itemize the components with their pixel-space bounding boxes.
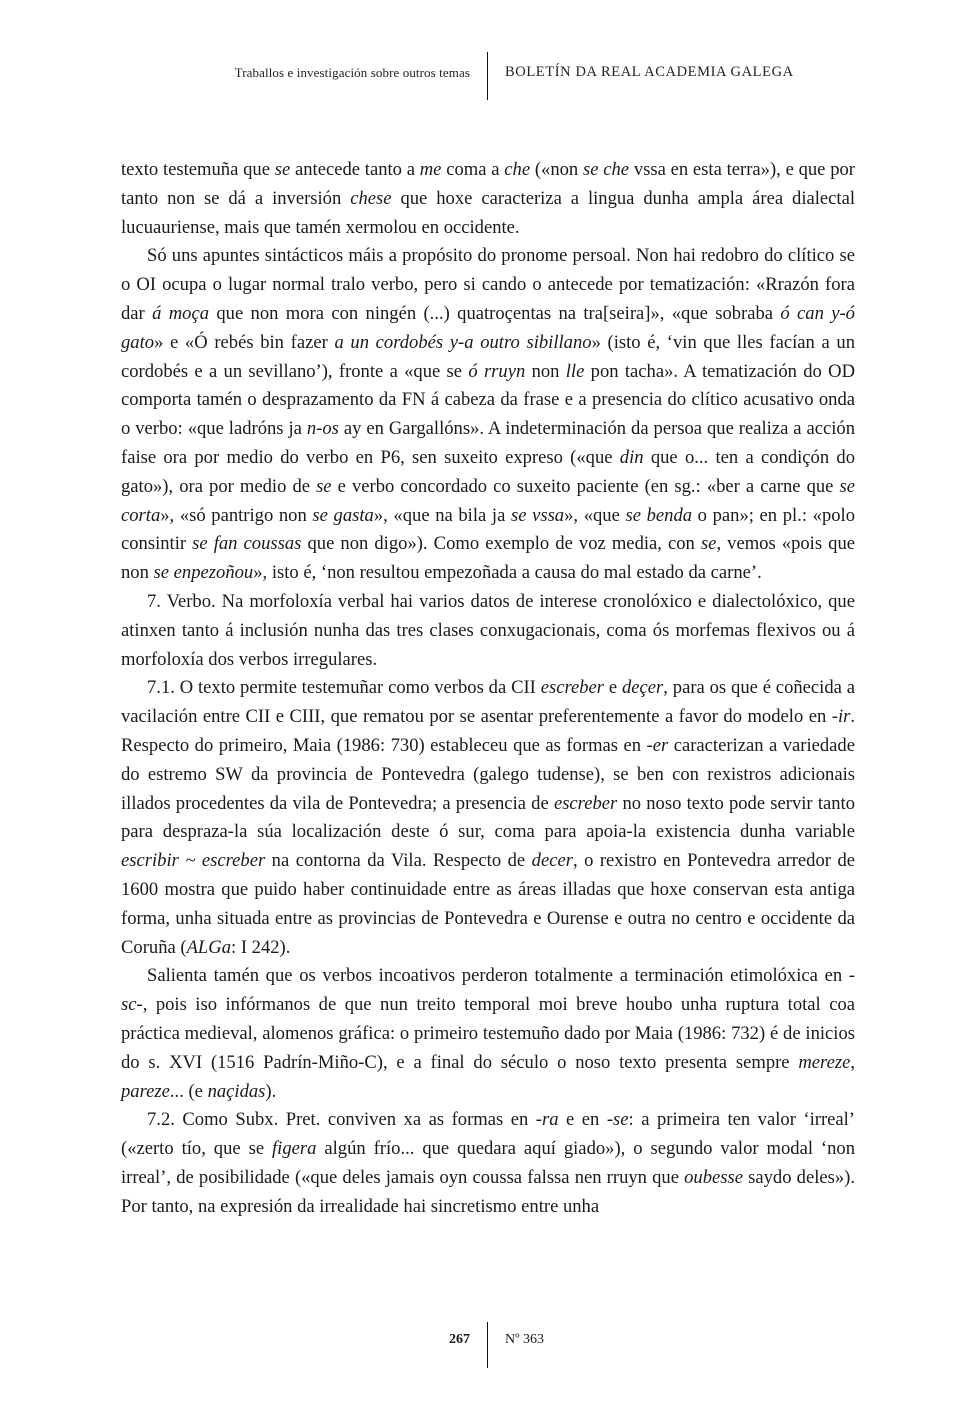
- text-run: », «só pantrigo non: [160, 504, 313, 526]
- italic-text: -ir: [831, 706, 851, 728]
- text-run: caracterizan a variedade do estremo SW da provincia de Pontevedra (galego tudense), se ben con rexistros adicionais illados procedentes da vila de Pontevedra; a presencia de: [121, 734, 855, 814]
- italic-text: ó can y-ó gato: [121, 302, 855, 353]
- text-run: : I 242).: [231, 936, 291, 958]
- italic-text: -se: [606, 1109, 629, 1131]
- header-divider: [487, 52, 488, 100]
- paragraph: [121, 962, 855, 1106]
- paragraph: [121, 156, 855, 242]
- text-run: Salienta tamén que os verbos incoativos perderon totalmente a terminación etimolóxica en: [147, 965, 849, 987]
- italic-text: se: [316, 475, 332, 497]
- text-run: ,: [850, 1051, 855, 1073]
- italic-text: pareze: [121, 1080, 170, 1102]
- text-run: », isto é, ‘non resultou empezoñada a causa do mal estado da carne’.: [253, 562, 762, 584]
- text-run: pon tacha». A tematización do OD comporta tamén o desprazamento da FN á cabeza da frase e a presencia do clítico acusativo onda o verbo: «que ladróns ja: [121, 360, 856, 440]
- italic-text: se che: [583, 159, 630, 180]
- text-run: , o rexistro en Pontevedra arredor de 1600 mostra que puido haber continuidade entre as áreas illadas que hoxe conservan esta antiga forma, unha situada entre as provincias de Pontevedra e Ourense e outra no centro e occidente da Coruña (: [121, 850, 855, 958]
- italic-text: oubesse: [684, 1166, 743, 1188]
- italic-text: se vssa: [510, 504, 565, 526]
- italic-text: se enpezoñou: [153, 562, 254, 584]
- paragraph: [121, 1106, 855, 1221]
- text-run: », «que na bila ja: [373, 504, 511, 526]
- italic-text: lle: [565, 360, 585, 382]
- text-run: e verbo concordado co suxeito paciente (en sg.: «ber a carne que: [331, 475, 840, 497]
- italic-text: mereze: [798, 1051, 851, 1073]
- italic-text: se: [700, 533, 717, 555]
- italic-text: escribir ~ escreber: [121, 850, 266, 872]
- italic-text: se benda: [625, 504, 693, 526]
- italic-text: se gasta: [312, 504, 374, 526]
- text-run: ay en Gargallóns». A indeterminación da persoa que realiza a acción faise ora por medio do verbo en P6, sen suxeito expreso («que: [121, 418, 856, 468]
- italic-text: -sc-: [121, 965, 855, 1016]
- paragraph: [121, 242, 855, 588]
- text-run: algún frío... que quedara aquí giado»), o segundo valor modal ‘non irreal’, de posibilidade («que deles jamais oyn coussa falssa nen rruyn que: [121, 1138, 856, 1188]
- text-run: o pan»; en pl.: «polo consintir: [121, 504, 856, 555]
- footer-divider: [487, 1322, 488, 1368]
- italic-text: escreber: [540, 677, 605, 699]
- italic-text: se fan coussas: [192, 533, 302, 555]
- italic-text: -ra: [535, 1109, 559, 1131]
- italic-text: se corta: [121, 475, 855, 526]
- text-run: saydo deles»). Por tanto, na expresión da irrealidade hai sincretismo entre unha: [121, 1166, 855, 1217]
- text-run: : a primeira ten valor ‘irreal’ («zerto tío, que se: [121, 1109, 855, 1160]
- text-run: » (isto é, ‘vin que lles facían a un cordobés e a un sevillano’), fronte a «que se: [121, 331, 855, 382]
- text-run: non: [525, 360, 566, 382]
- text-run: texto testemuña que: [121, 159, 275, 180]
- italic-text: á moça: [152, 302, 210, 324]
- italic-text: n-os: [306, 418, 339, 440]
- italic-text: figera: [272, 1138, 317, 1160]
- text-run: («non: [530, 159, 583, 180]
- text-run: » e «Ó rebés bin fazer: [154, 331, 335, 353]
- italic-text: deçer: [622, 677, 664, 699]
- italic-text: decer: [531, 850, 573, 872]
- text-run: , para os que é coñecida a vacilación entre CII e CIII, que rematou por se asentar preferentemente a favor do modelo en: [121, 677, 855, 728]
- italic-text: me: [419, 159, 442, 180]
- issue-number: Nº 363: [505, 1332, 544, 1347]
- text-run: », «que: [564, 504, 626, 526]
- italic-text: se: [274, 159, 291, 180]
- text-run: coma a: [441, 159, 505, 180]
- italic-text: naçidas: [207, 1080, 266, 1102]
- running-footer: [0, 1322, 975, 1368]
- text-run: 7.1. O texto permite testemuñar como verbos da CII: [147, 677, 541, 699]
- text-run: ... (e: [169, 1080, 208, 1102]
- page-number: 267: [449, 1332, 470, 1347]
- text-run: vssa en esta terra»), e que por tanto non se dá a inversión: [121, 159, 855, 209]
- italic-text: chese: [350, 187, 392, 209]
- journal-title: BOLETÍN DA REAL ACADEMIA GALEGA: [505, 64, 794, 80]
- text-run: Só uns apuntes sintácticos máis a propósito do pronome persoal. Non hai redobro do clítico se o OI ocupa o lugar normal tralo verbo, pero si cando o antecede por tematización: «Rrazón fora dar: [121, 245, 855, 324]
- italic-text: -er: [646, 734, 669, 756]
- paragraph: [121, 674, 855, 962]
- italic-text: escreber: [553, 792, 618, 814]
- text-run: e: [604, 677, 622, 699]
- italic-text: ó rruyn: [468, 360, 526, 382]
- text-run: na contorna da Vila. Respecto de: [265, 850, 532, 872]
- body-text: [121, 156, 855, 1221]
- italic-text: din: [619, 446, 644, 468]
- text-run: que non mora con ningén (...) quatroçentas na tra[seira]», «que sobraba: [209, 302, 781, 324]
- text-run: 7.2. Como Subx. Pret. conviven xa as formas en: [147, 1109, 536, 1131]
- text-run: ).: [265, 1080, 277, 1102]
- text-run: no noso texto pode servir tanto para despraza-la súa localización deste ó sur, coma para apoia-la existencia dunha variable: [121, 792, 855, 843]
- text-run: 7. Verbo. Na morfoloxía verbal hai varios datos de interese cronolóxico e dialectolóxico, que atinxen tanto á inclusión nunha das tres clases conxugacionais, coma ós morfemas flexivos ou á morfoloxía dos verbos irregulares.: [121, 590, 855, 670]
- italic-text: ALGa: [186, 936, 232, 958]
- text-run: . Respecto do primeiro, Maia (1986: 730) estableceu que as formas en: [121, 706, 855, 756]
- text-run: , vemos «pois que non: [121, 533, 856, 584]
- paragraph: [121, 588, 855, 674]
- italic-text: che: [504, 159, 531, 180]
- text-run: antecede tanto a: [290, 159, 420, 180]
- running-header: [0, 52, 975, 100]
- section-title: Traballos e investigación sobre outros temas: [234, 65, 470, 80]
- text-run: que non digo»). Como exemplo de voz media, con: [301, 533, 701, 555]
- italic-text: a un cordobés y-a outro sibillano: [334, 331, 592, 353]
- text-run: que hoxe caracteriza a lingua dunha ampla área dialectal lucuauriense, mais que tamén xermolou en occidente.: [121, 187, 855, 238]
- text-run: e en: [558, 1109, 607, 1131]
- text-run: que o... ten a condiçón do gato»), ora por medio de: [121, 446, 855, 497]
- text-run: , pois iso infórmanos de que nun treito temporal moi breve houbo unha ruptura total coa práctica medieval, alomenos gráfica: o primeiro testemuño dado por Maia (1986: 732) é de inicios do s. XVI (1516 Padrín-Miño-C), e a final do século o noso texto presenta sempre: [121, 994, 855, 1073]
